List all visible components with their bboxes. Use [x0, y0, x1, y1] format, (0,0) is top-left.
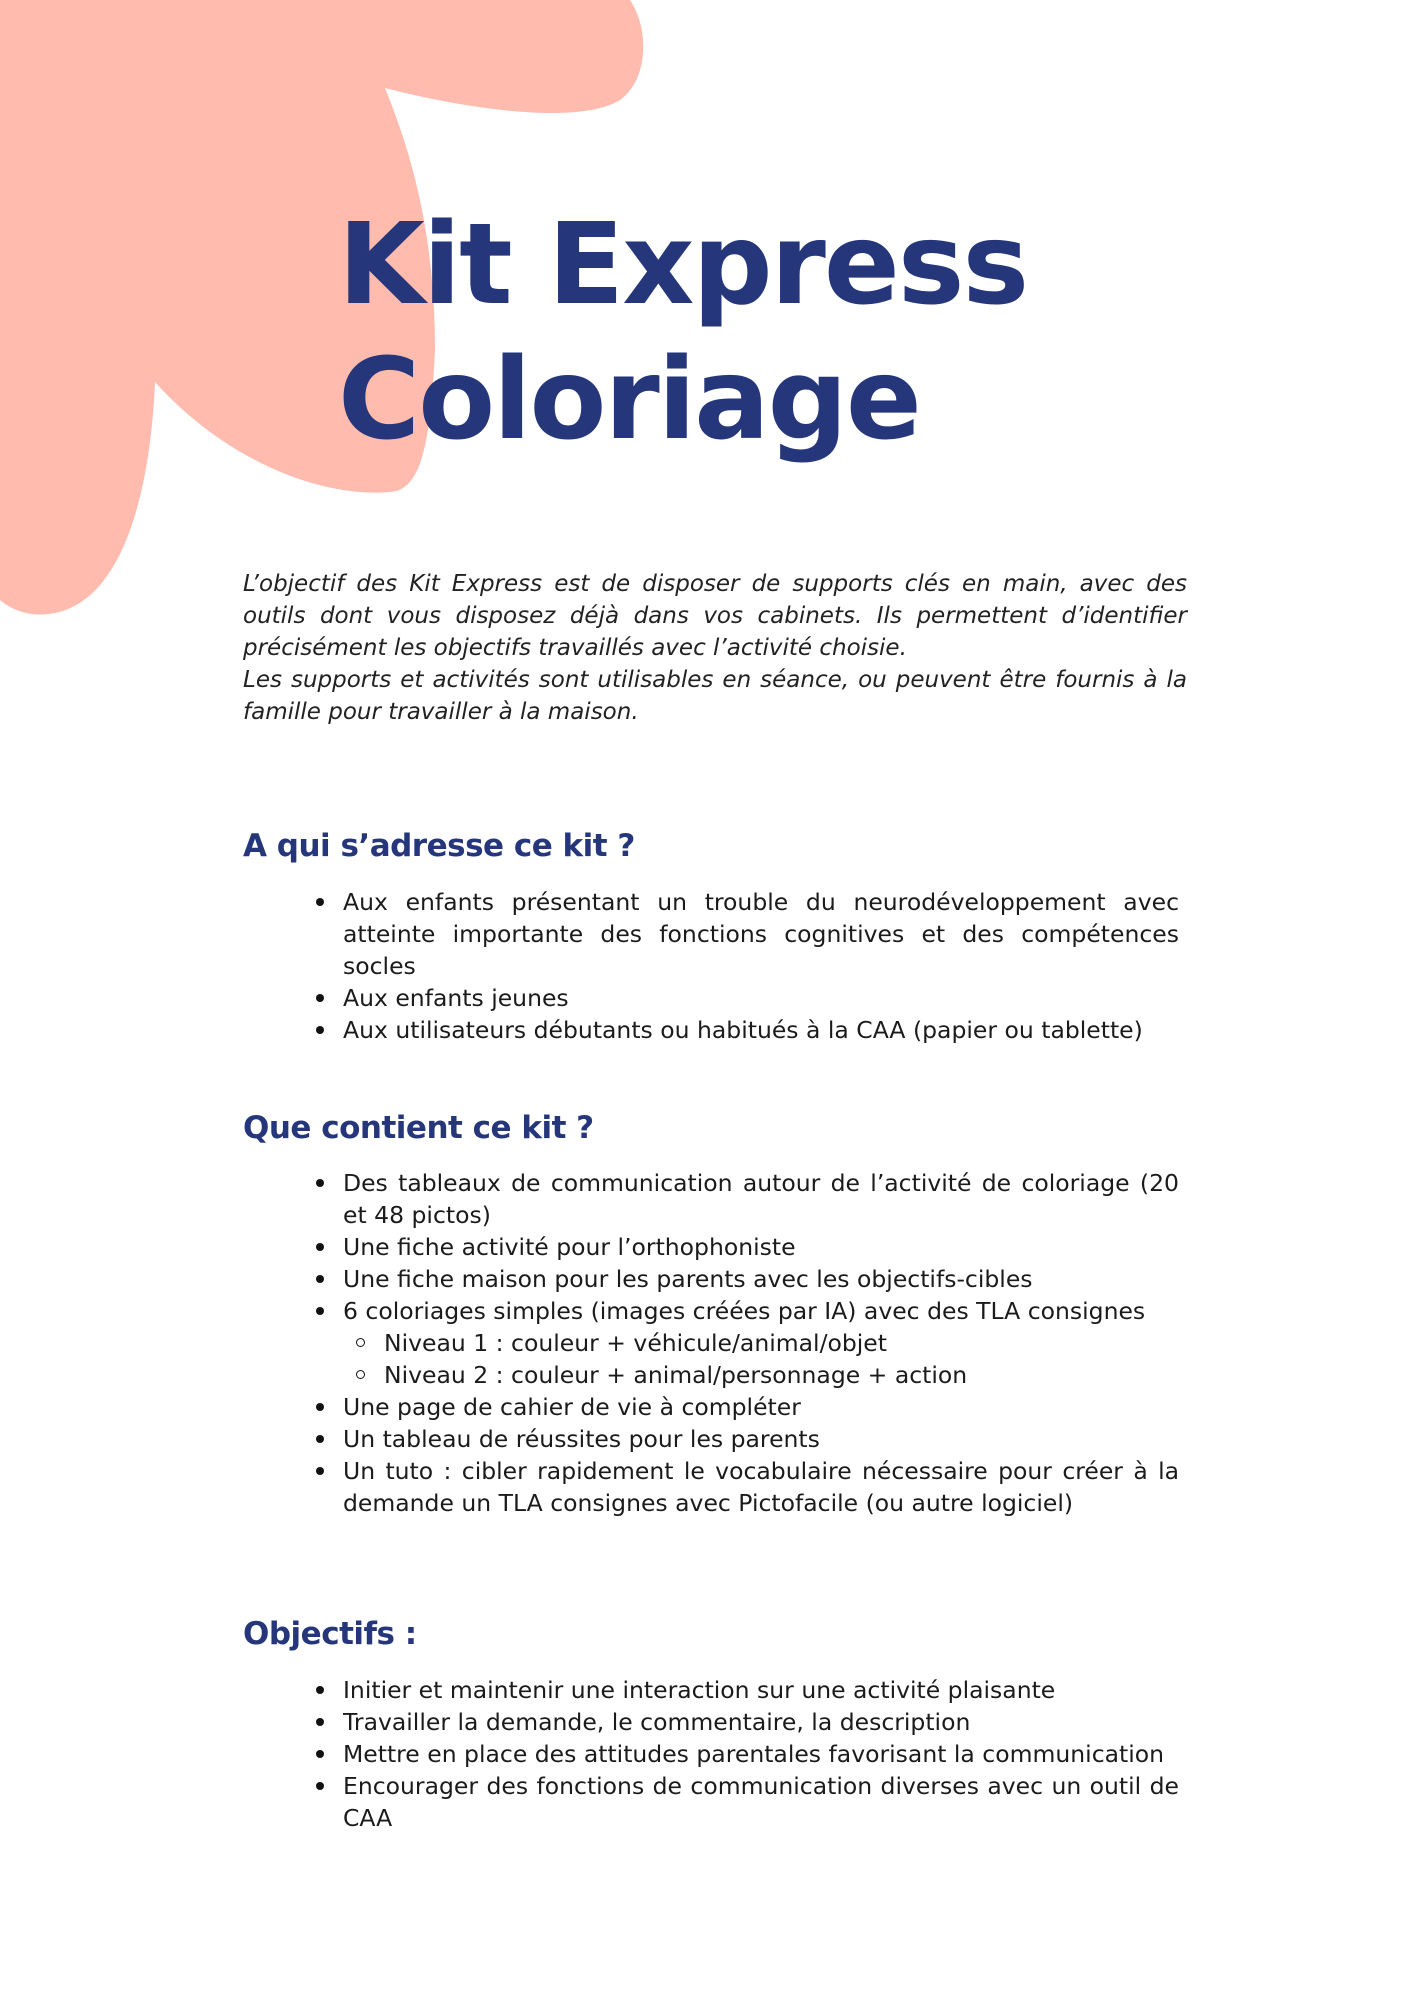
list-item	[343, 1295, 1179, 1391]
objectives-section	[243, 1614, 1187, 1834]
list-item: Initier et maintenir une interaction sur une activité plaisante	[343, 1674, 1179, 1706]
list-item: Travailler la demande, le commentaire, la description	[343, 1706, 1179, 1738]
contents-section	[243, 1108, 1187, 1519]
objectives-list	[343, 1674, 1179, 1834]
list-item: Une page de cahier de vie à compléter	[343, 1391, 1179, 1423]
list-item: Un tableau de réussites pour les parents	[343, 1423, 1179, 1455]
list-item: Aux utilisateurs débutants ou habitués à la CAA (papier ou tablette)	[343, 1014, 1179, 1046]
audience-list	[343, 886, 1179, 1046]
list-item: Encourager des fonctions de communication diverses avec un outil de CAA	[343, 1772, 1179, 1832]
intro-text	[243, 568, 1187, 728]
list-item-text: 6 coloriages simples (images créées par IA) avec des TLA consignes	[343, 1297, 1146, 1325]
title-line-1: Kit Express	[338, 200, 1028, 330]
intro-paragraph-2: Les supports et activités sont utilisables en séance, ou peuvent être fournis à la famille pour travailler à la maison.	[243, 667, 1187, 725]
list-item: Aux enfants jeunes	[343, 982, 1179, 1014]
contents-list	[343, 1167, 1179, 1519]
sub-list	[384, 1327, 1179, 1391]
audience-section	[243, 826, 1187, 1046]
list-item: Aux enfants présentant un trouble du neurodéveloppement avec atteinte importante des fonctions cognitives et des compétences socles	[343, 888, 1179, 980]
audience-heading: A qui s’adresse ce kit ?	[243, 828, 635, 864]
sub-list-item: Niveau 2 : couleur + animal/personnage + action	[384, 1359, 1179, 1391]
list-item: Un tuto : cibler rapidement le vocabulaire nécessaire pour créer à la demande un TLA consignes avec Pictofacile (ou autre logiciel)	[343, 1457, 1179, 1517]
list-item: Des tableaux de communication autour de l’activité de coloriage (20 et 48 pictos)	[343, 1169, 1179, 1229]
list-item: Mettre en place des attitudes parentales favorisant la communication	[343, 1738, 1179, 1770]
title-line-2: Coloriage	[338, 335, 920, 465]
list-item: Une fiche activité pour l’orthophoniste	[343, 1231, 1179, 1263]
sub-list-item: Niveau 1 : couleur + véhicule/animal/objet	[384, 1327, 1179, 1359]
list-item: Une fiche maison pour les parents avec les objectifs-cibles	[343, 1263, 1179, 1295]
page-title	[338, 198, 1027, 468]
contents-heading: Que contient ce kit ?	[243, 1110, 594, 1146]
objectives-heading: Objectifs :	[243, 1616, 417, 1652]
intro-paragraph-1: L’objectif des Kit Express est de disposer de supports clés en main, avec des outils dont vous disposez déjà dans vos cabinets. Ils permettent d’identifier précisément les objectifs travaillés avec l’activité choisie.	[243, 571, 1187, 661]
